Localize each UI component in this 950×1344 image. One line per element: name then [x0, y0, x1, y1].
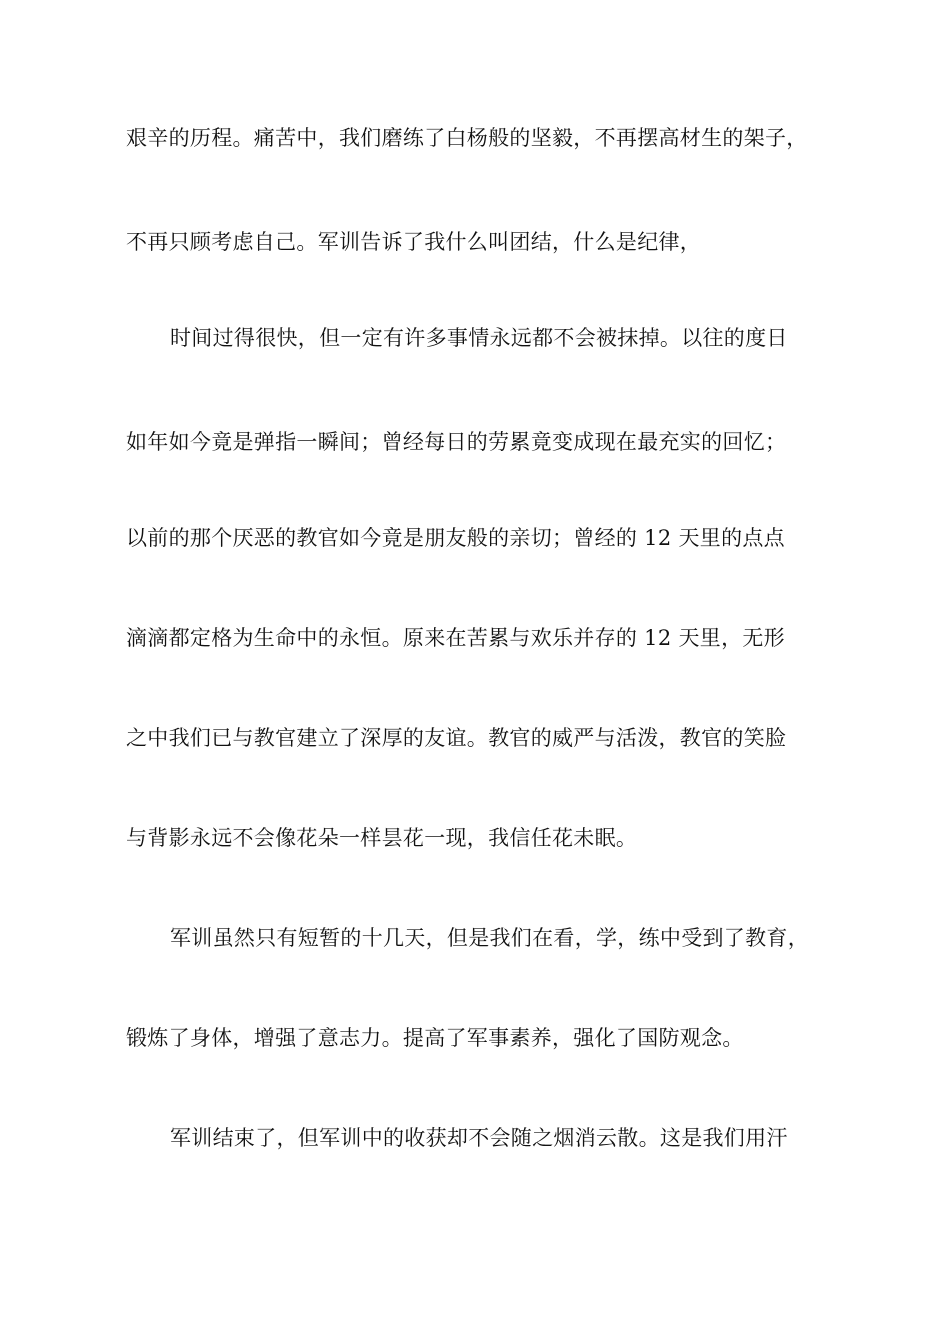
- text-line: 锻炼了身体，增强了意志力。提高了军事素养，强化了国防观念。: [126, 1026, 744, 1050]
- paragraph-start-line: 军训结束了，但军训中的收获却不会随之烟消云散。这是我们用汗: [170, 1126, 788, 1150]
- text-line: 之中我们已与教官建立了深厚的友谊。教官的威严与活泼，教官的笑脸: [126, 726, 787, 750]
- text-line: 如年如今竟是弹指一瞬间；曾经每日的劳累竟变成现在最充实的回忆；: [126, 430, 787, 454]
- text-line: 滴滴都定格为生命中的永恒。原来在苦累与欢乐并存的 12 天里，无形: [126, 626, 785, 650]
- text-line: 与背影永远不会像花朵一样昙花一现，我信任花未眠。: [126, 826, 638, 850]
- text-line: 艰辛的历程。痛苦中，我们磨练了白杨般的坚毅，不再摆高材生的架子，: [126, 126, 808, 150]
- text-line: 不再只顾考虑自己。军训告诉了我什么叫团结，什么是纪律，: [126, 230, 702, 254]
- paragraph-start-line: 时间过得很快，但一定有许多事情永远都不会被抹掉。以往的度日: [170, 326, 788, 350]
- paragraph-start-line: 军训虽然只有短暂的十几天，但是我们在看，学，练中受到了教育，: [170, 926, 809, 950]
- text-line: 以前的那个厌恶的教官如今竟是朋友般的亲切；曾经的 12 天里的点点: [126, 526, 785, 550]
